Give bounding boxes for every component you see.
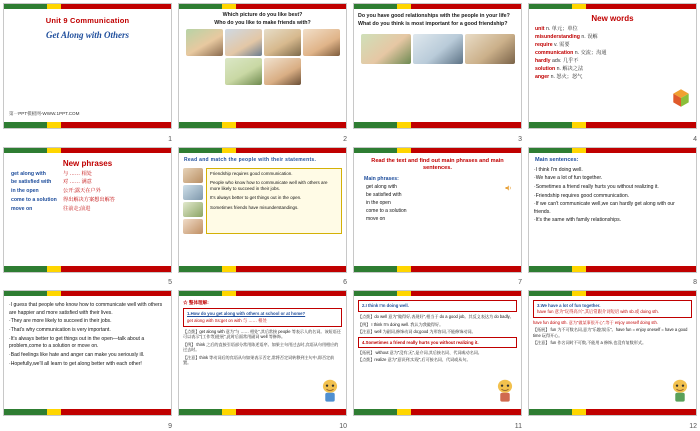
text-line: ·That's why communication is very important. [9, 327, 111, 334]
hint-text: get along with Ss:get on with 与 …… 相处 [187, 317, 267, 323]
bottom-bar [179, 409, 346, 415]
word-row [535, 73, 690, 81]
person-photo-3 [183, 202, 203, 217]
tip-1: 【拓展】 without 意为"没有;无",是介词,其后接名词、代词或动名词。 [358, 350, 482, 356]
phrase-item: get along with [366, 183, 397, 190]
statement-box [206, 168, 342, 234]
slide-number-1: 1 [168, 135, 172, 143]
phrase-item: move on [366, 215, 386, 222]
slide-cell-1[interactable] [0, 0, 175, 144]
slide-cell-7[interactable] [350, 144, 525, 288]
text-line: ·I guess that people who know how to communicate well with others are happier and more satisfied with their lives. [9, 302, 163, 316]
slide-cell-4[interactable] [525, 0, 700, 144]
photo-kids-5 [225, 58, 262, 85]
photo-kids-1 [186, 29, 223, 56]
slide-title: Get Along with Others [46, 30, 129, 40]
text-body [4, 297, 171, 372]
bottom-bar [354, 266, 521, 272]
top-bar [529, 4, 696, 9]
unit-title: Unit 9 Communication [45, 16, 130, 25]
sentence-item: ·Friendship requires good communication. [534, 192, 630, 199]
slide-number-6: 6 [343, 279, 347, 287]
slide-3[interactable] [353, 3, 522, 129]
slide-cell-10[interactable] [175, 287, 350, 431]
note-1: 【点拨】do well 意为"做得好,表现好",相当于 do a good job。其反义表达为 do badly。 [358, 313, 514, 319]
question-text: 3.We have a lot of fun together. [537, 303, 601, 309]
slide-number-12: 12 [689, 422, 697, 430]
read-task-heading: Read the text and find out main phrases and main sentences. [371, 157, 504, 172]
top-bar [179, 148, 346, 153]
note-1: 【点拨】get along with 意为"与 …… 相处",其后常接 people 等表示人的名词。该短语还可以表示"(工作等)进展",此时后面常用副词 well 等修饰。 [183, 328, 341, 340]
main-phrases-subheading: Main phrases: [364, 175, 399, 182]
photo-gallery [354, 32, 521, 66]
phrase-item: in the open [366, 199, 391, 206]
phrase-row [11, 205, 164, 214]
phrase-cn: 得出解决方案想出解答 [63, 197, 115, 204]
word-en: misunderstanding [535, 34, 580, 41]
bottom-bar [4, 266, 171, 272]
phrase-en: be satisfied with [11, 179, 52, 186]
slide-7[interactable] [353, 147, 522, 273]
word-pos: v. [554, 42, 558, 49]
word-row [535, 57, 690, 65]
sentence-item: ·I think I'm doing well. [534, 166, 583, 173]
cartoon-character-icon [668, 378, 692, 404]
top-bar [354, 4, 521, 9]
word-pos: n. [545, 26, 551, 32]
phrase-cn: 公开;露天在户外 [63, 188, 101, 195]
bottom-bar [529, 122, 696, 128]
phrase-en: get along with [11, 170, 46, 177]
question-box [183, 308, 342, 327]
question-line-2: Who do you like to make friends with? [214, 19, 311, 26]
text-line: ·Bad feelings like hate and anger can make you seriously ill. [9, 352, 145, 359]
slide-8[interactable] [528, 147, 697, 273]
phrase-row [11, 196, 164, 205]
phrase-row [11, 187, 164, 196]
phrase-en: in the open [11, 188, 39, 195]
main-sentences-list [529, 164, 696, 229]
note-3: 【注意】 fun 作名词时不可数,不能用 a 修饰,也没有复数形式。 [533, 340, 647, 346]
word-en: communication [535, 50, 574, 57]
slide-number-4: 4 [693, 135, 697, 143]
slide-number-5: 5 [168, 279, 172, 287]
note-3: 【注意】well 为副词,修饰动词 do;good 为形容词,不能修饰动词。 [358, 329, 476, 335]
slide-number-11: 11 [514, 422, 522, 430]
top-bar [4, 148, 171, 153]
question-text: 2.I think I'm doing well. [362, 303, 409, 309]
bottom-bar [179, 266, 346, 272]
bottom-bar [179, 122, 346, 128]
main-sentences-heading: Main sentences: [535, 156, 579, 163]
question-text: 1.How do you get along with others at school or at home? [187, 311, 306, 317]
phrase-item: be satisfied with [366, 191, 402, 198]
note-2: 【例】 I think I'm doing well. 我认为我做得好。 [358, 321, 444, 327]
note-1: have fun doing sth. 意为"做某事很开心",等于 enjoy oneself doing sth. [533, 319, 658, 325]
photo-gallery [179, 27, 346, 87]
top-bar [354, 148, 521, 153]
slide-cell-12[interactable] [525, 287, 700, 431]
bottom-bar [529, 266, 696, 272]
slide-number-2: 2 [343, 135, 347, 143]
section-heading: ☆ 整体理解: [183, 300, 209, 306]
tip-2: 【点拨】realize 意为"意识到;实现",后可接名词、代词或从句。 [358, 356, 471, 362]
speaker-icon[interactable] [504, 184, 513, 192]
word-cn: 交流；沟通 [580, 50, 607, 57]
question-line-2: What do you think is most important for a good friendship? [358, 20, 508, 27]
phrase-cn: 对 …… 满意 [63, 179, 92, 186]
photo-kids-4 [303, 29, 340, 56]
sentence-item: ·We have a lot of fun together. [534, 175, 603, 182]
match-heading: Read and match the people with their statements. [184, 156, 317, 163]
bottom-bar [4, 122, 171, 128]
phrase-row [11, 170, 164, 179]
slide-cell-11[interactable] [350, 287, 525, 431]
word-cn: 误解 [587, 34, 598, 41]
slide-12[interactable] [528, 290, 697, 416]
bottom-bar [529, 409, 696, 415]
sentence-item: ·If we can't communicate well,we can hardly get along with our friends. [534, 201, 675, 215]
new-words-heading: New words [591, 14, 634, 23]
person-photo-1 [183, 168, 203, 183]
note-heading: have fun 意为"玩得高兴",其后常跟介词短语 with sb.或 doing sth. [537, 308, 659, 314]
word-pos: n. [581, 34, 586, 41]
top-bar [529, 148, 696, 153]
word-en: require [535, 42, 553, 49]
statement-3: It's always better to get things out in the open. [210, 195, 302, 201]
slide-cell-9[interactable] [0, 287, 175, 431]
slide-number-3: 3 [518, 135, 522, 143]
word-en: unit [535, 26, 545, 32]
top-bar [354, 291, 521, 296]
word-en: anger [535, 74, 550, 81]
photo-friends-1 [361, 34, 411, 64]
photo-friends-2 [413, 34, 463, 64]
photo-kids-3 [264, 29, 301, 56]
note-3: 【注意】think 等动词后的宾语从句如果表示否定,常将否定词转移到主句中,即否定前置。 [183, 354, 335, 366]
word-cn: 需要 [559, 42, 570, 49]
top-bar [179, 4, 346, 9]
new-words-list [529, 23, 696, 83]
cartoon-character-icon [318, 378, 342, 404]
slide-11[interactable] [353, 290, 522, 416]
question-line-1: Do you have good relationships with the people in your life? [358, 13, 510, 19]
word-row [535, 41, 690, 49]
bottom-bar [354, 122, 521, 128]
phrase-row [11, 178, 164, 187]
slide-2[interactable] [178, 3, 347, 129]
statement-2: People who know how to communicate well with others are more likely to succeed in their jobs. [210, 179, 328, 192]
bottom-bar [354, 409, 521, 415]
phrase-cn: 与 …… 相处 [63, 170, 92, 177]
slide-cell-2[interactable] [175, 0, 350, 144]
slide-number-8: 8 [693, 279, 697, 287]
cube-logo-icon [670, 87, 692, 109]
word-row [535, 25, 690, 33]
site-watermark: 第一PPT模板网-WWW.1PPT.COM [9, 111, 80, 116]
slide-cell-6[interactable] [175, 144, 350, 288]
word-pos: n. [574, 50, 580, 57]
top-bar [4, 291, 171, 296]
person-photo-4 [183, 219, 203, 234]
slide-4[interactable] [528, 3, 697, 129]
question-box [358, 300, 517, 312]
note-2: 【拓展】 fun 为不可数名词,意为"乐趣;娱乐"。have fun = enjoy oneself = have a good time 玩得开心。 [533, 327, 688, 338]
sentence-item: ·It's the same with family relationships. [534, 217, 622, 224]
slide-1[interactable] [3, 3, 172, 129]
note-2: 【例】 think 之后的直接引语部分常用陈述语序。如果主句用过去时,宾语从句用相应的过去时。 [183, 341, 339, 353]
word-pos: n. [550, 74, 555, 81]
phrase-item: come to a solution [366, 207, 407, 214]
slide-cell-5[interactable] [0, 144, 175, 288]
word-en: hardly [535, 58, 551, 65]
text-line: ·They are more likely to succeed in their jobs. [9, 318, 112, 325]
statement-4: Sometimes friends have misunderstandings. [210, 204, 299, 210]
top-bar [179, 291, 346, 296]
photo-friends-3 [465, 34, 515, 64]
slide-9[interactable] [3, 290, 172, 416]
question-box-2 [358, 337, 517, 349]
top-bar [529, 291, 696, 296]
top-bar [4, 4, 171, 9]
text-line: ·It's always better to get things out in the open—talk about a problem,come to a solution or move on. [9, 335, 145, 350]
slide-cell-8[interactable] [525, 144, 700, 288]
question-text-2: 4.Sometimes a friend really hurts you without realizing it. [362, 339, 479, 345]
word-cn: 单元；单位 [551, 26, 578, 32]
word-row [535, 49, 690, 57]
photo-kids-6 [264, 58, 301, 85]
word-pos: adv. [552, 58, 562, 65]
word-cn: 怒火；怒气 [556, 74, 583, 81]
slide-number-9: 9 [168, 422, 172, 430]
new-phrases-heading: New phrases [62, 158, 113, 168]
phrase-en: move on [11, 205, 33, 212]
slide-number-10: 10 [339, 422, 347, 430]
word-cn: 几乎不 [562, 58, 579, 65]
word-en: solution [535, 66, 556, 73]
person-photos [183, 168, 203, 234]
slide-6[interactable] [178, 147, 347, 273]
phrase-en: come to a solution [11, 197, 57, 204]
word-cn: 解决之法 [562, 66, 584, 73]
main-phrases-list [354, 183, 521, 223]
bottom-bar [4, 409, 171, 415]
word-row [535, 33, 690, 41]
person-photo-2 [183, 185, 203, 200]
slide-cell-3[interactable] [350, 0, 525, 144]
slide-5[interactable] [3, 147, 172, 273]
phrase-cn: 往前走;前进 [63, 205, 91, 212]
word-row [535, 65, 690, 73]
new-phrases-list [4, 168, 171, 216]
question-line-1: Which picture do you like best? [222, 12, 303, 18]
sentence-item: ·Sometimes a friend really hurts you without realizing it. [534, 183, 659, 190]
cartoon-character-icon [493, 378, 517, 404]
slide-10[interactable] [178, 290, 347, 416]
word-pos: n. [556, 66, 561, 73]
question-box [533, 300, 692, 318]
slide-number-7: 7 [518, 279, 522, 287]
photo-kids-2 [225, 29, 262, 56]
text-line: ·Hopefully,we'll all learn to get along better with each other! [9, 360, 142, 367]
match-activity [179, 165, 346, 237]
statement-1: Friendship requires good communication. [210, 170, 293, 176]
